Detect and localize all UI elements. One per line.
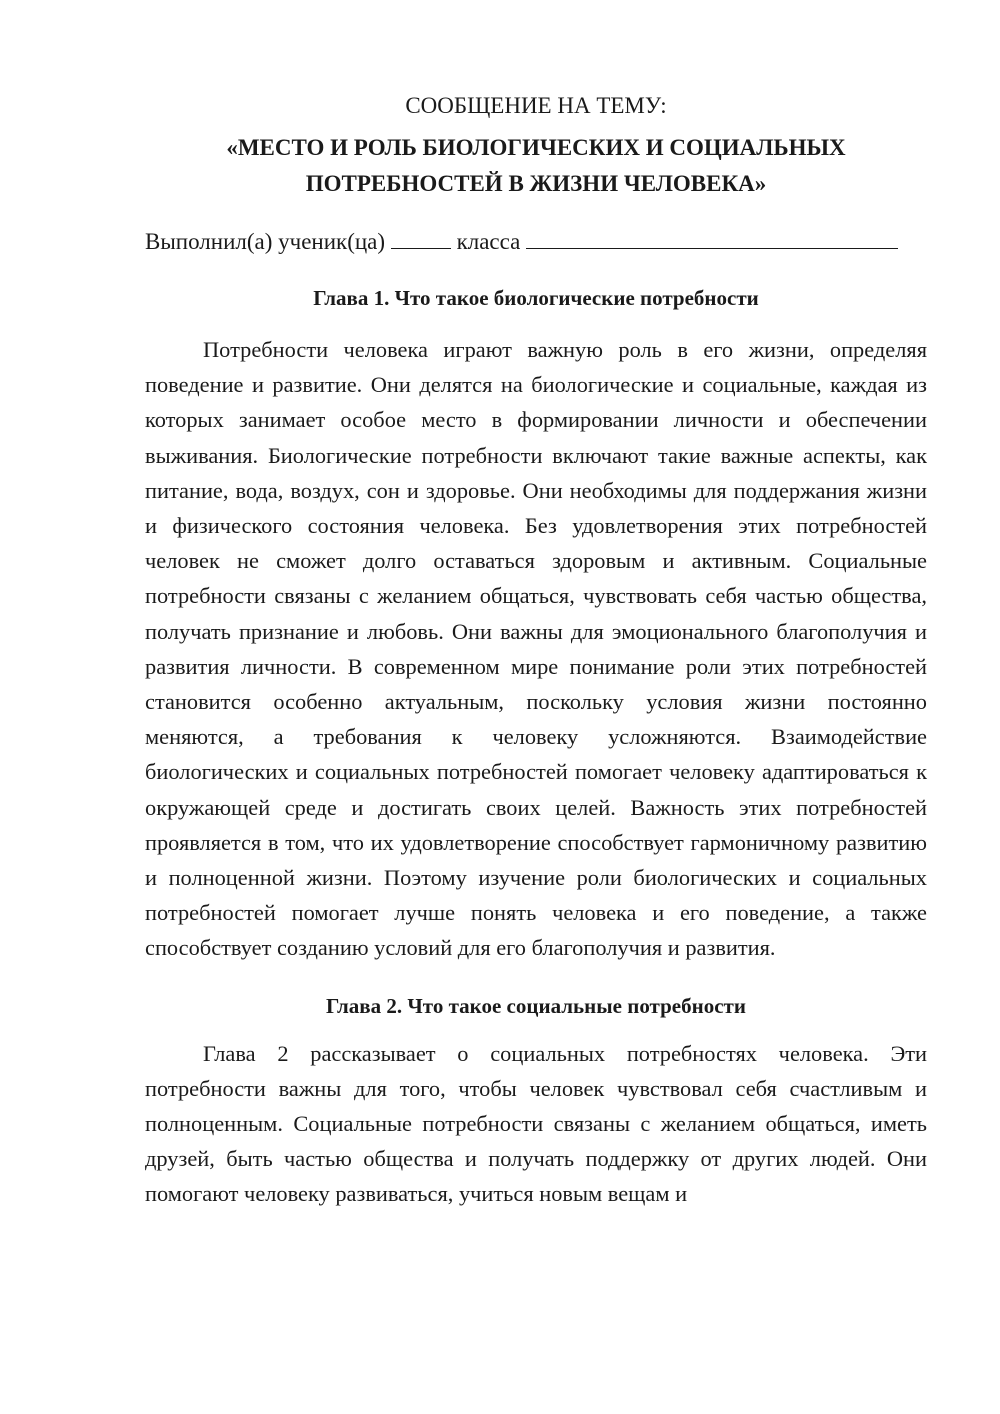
chapter-2-paragraph: Глава 2 рассказывает о социальных потребностях человека. Эти потребности важны для того, чтобы человек чувствовал себя счастливым и полноценным. Социальные потребности связаны с желанием общаться, иметь друзей, быть частью общества и получать поддержку от других людей. Они помогают человеку развиваться, учиться новым вещам и (145, 1040, 927, 1207)
chapter-1-heading: Глава 1. Что такое биологические потребности (313, 286, 759, 310)
student-name-blank (526, 228, 898, 249)
title-line-1: «МЕСТО И РОЛЬ БИОЛОГИЧЕСКИХ И СОЦИАЛЬНЫХ (226, 135, 846, 160)
title-line-2: ПОТРЕБНОСТЕЙ В ЖИЗНИ ЧЕЛОВЕКА» (305, 171, 767, 196)
signature-line (145, 224, 927, 260)
chapter-2-heading: Глава 2. Что такое социальные потребности (326, 993, 746, 1018)
completed-by-label: Выполнил(а) ученик(ца) (145, 229, 386, 254)
document-page (145, 88, 927, 1212)
chapter-1-paragraph: Потребности человека играют важную роль в его жизни, определяя поведение и развитие. Они делятся на биологические и социальные, каждая из которых занимает особое место в формировании личности и обеспечении выживания. Биологические потребности включают такие важные аспекты, как питание, вода, воздух, сон и здоровье. Они необходимы для поддержания жизни и физического состояния человека. Без удовлетворения этих потребностей человек не сможет долго оставаться здоровым и активным. Социальные потребности связаны с желанием общаться, чувствовать себя частью общества, получать признание и любовь. Они важны для эмоционального благополучия и развития личности. В современном мире понимание роли этих потребностей становится особенно актуальным, поскольку условия жизни постоянно меняются, а требования к человеку усложняются. Взаимодействие биологических и социальных потребностей помогает человеку адаптироваться к окружающей среде и достигать своих целей. Важность этих потребностей проявляется в том, что их удовлетворение способствует гармоничному развитию и полноценной жизни. Поэтому изучение роли биологических и социальных потребностей помогает лучше понять человека и его поведение, а также способствует созданию условий для его благополучия и развития. (145, 337, 927, 961)
topic-label: СООБЩЕНИЕ НА ТЕМУ: (405, 93, 667, 118)
class-label: класса (456, 229, 521, 254)
class-number-blank (391, 228, 451, 249)
